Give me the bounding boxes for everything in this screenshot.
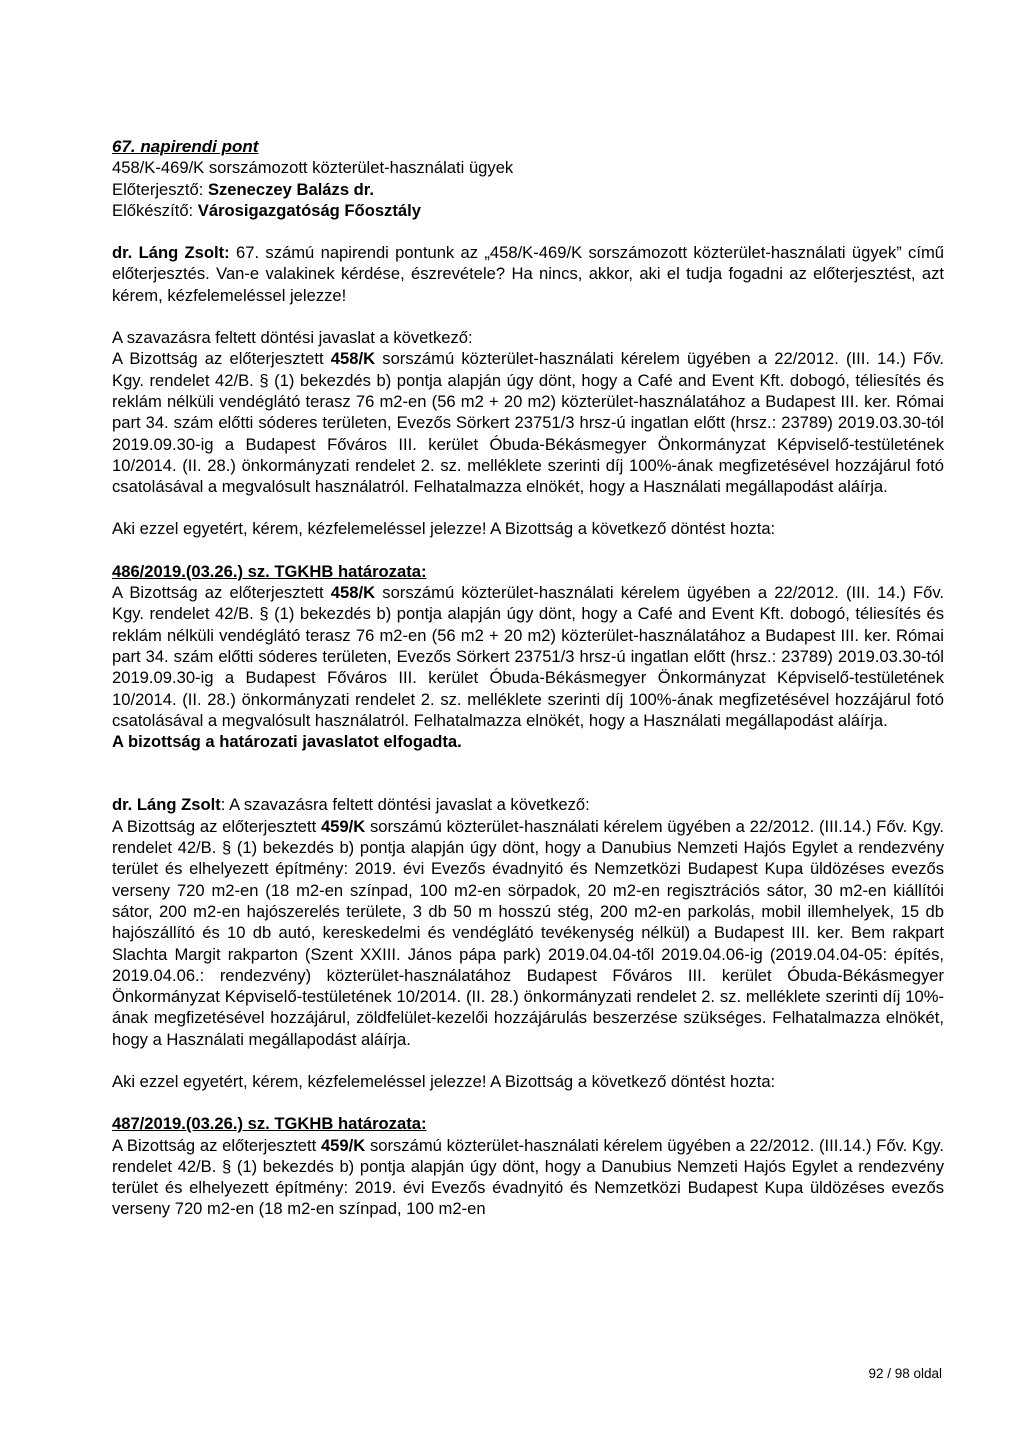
resolution-accepted: A bizottság a határozati javaslatot elfogadta. bbox=[112, 732, 462, 752]
document-page bbox=[112, 136, 944, 1220]
case-number: 458/K bbox=[330, 349, 376, 369]
proposal-text: A Bizottság az előterjesztett 459/K sorszámú közterület-használati kérelem ügyében a 22/2012. (III.14.) Főv. Kgy. rendelet 42/B. § (1) bekezdés b) pontja alapján úgy dönt, hogy a Danubius Nemzeti Hajós Egylet a rendezvény terület és elhelyezett építmény: 2019. évi Evezős évadnyitó és Nemzetközi Budapest Kupa üldözéses evezős verseny 720 m2-en (18 m2-en színpad, 100 m2-en sörpadok, 20 m2-en regisztrációs sátor, 30 m2-en kiállítói sátor, 200 m2-en hajószerelés területe, 3 db 50 m hosszú stég, 200 m2-en parkolás, mobil illemhelyek, 15 db hajószállító és 10 db autó, kereskedelmi és vendéglátó tevékenység nélkül) a Budapest III. ker. Bem rakpart Slachta Margit rakparton (Szent XXIII. János pápa park) 2019.04.04-től 2019.04.06-ig (2019.04.04-05: építés, 2019.04.06.: rendezvény) közterület-használatához Budapest Főváros III. kerület Óbuda-Békásmegyer Önkormányzat Képviselő-testületének 10/2014. (II. 28.) önkormányzati rendelet 2. sz. melléklete szerinti díj 10%-ának megfizetésével hozzájárul, zöldfelület-kezelői hozzájárulás beszerzése szükséges. Felhatalmazza elnökét, hogy a Használati megállapodást aláírja. bbox=[112, 816, 944, 1049]
agenda-title: 67. napirendi pont bbox=[112, 137, 259, 156]
speaker-name: dr. Láng Zsolt: bbox=[112, 243, 230, 263]
case-number: 459/K bbox=[320, 1135, 366, 1155]
proposal-lead: A szavazásra feltett döntési javaslat a következő: bbox=[112, 328, 473, 348]
preparer-name: Városigazgatóság Főosztály bbox=[197, 200, 421, 220]
agenda-subject: 458/K-469/K sorszámozott közterület-használati ügyek bbox=[112, 158, 514, 178]
preparer-line bbox=[112, 200, 944, 221]
vote-call: Aki ezzel egyetért, kérem, kézfelemeléssel jelezze! A Bizottság a következő döntést hozta: bbox=[112, 519, 776, 539]
proposal-lead: dr. Láng Zsolt: A szavazásra feltett döntési javaslat a következő: bbox=[112, 795, 590, 815]
presenter-line bbox=[112, 179, 944, 200]
page-number: 92 / 98 oldal bbox=[868, 1366, 942, 1381]
presenter-label: Előterjesztő: bbox=[112, 179, 204, 199]
resolution-text: A Bizottság az előterjesztett 459/K sorszámú közterület-használati kérelem ügyében a 22/2012. (III.14.) Főv. Kgy. rendelet 42/B. § (1) bekezdés b) pontja alapján úgy dönt, hogy a Danubius Nemzeti Hajós Egylet a rendezvény terület és elhelyezett építmény: 2019. évi Evezős évadnyitó és Nemzetközi Budapest Kupa üldözéses evezős verseny 720 m2-en (18 m2-en színpad, 100 m2-en bbox=[112, 1135, 944, 1219]
preparer-label: Előkészítő: bbox=[112, 200, 194, 220]
case-number: 458/K bbox=[330, 583, 376, 603]
presenter-name: Szeneczey Balázs dr. bbox=[207, 179, 374, 199]
resolution-title: 486/2019.(03.26.) sz. TGKHB határozata: bbox=[112, 561, 427, 581]
case-number: 459/K bbox=[320, 816, 366, 836]
vote-call: Aki ezzel egyetért, kérem, kézfelemeléssel jelezze! A Bizottság a következő döntést hozta: bbox=[112, 1071, 776, 1091]
intro-paragraph bbox=[112, 242, 944, 306]
resolution-text: A Bizottság az előterjesztett 458/K sorszámú közterület-használati kérelem ügyében a 22/2012. (III. 14.) Főv. Kgy. rendelet 42/B. § (1) bekezdés b) pontja alapján úgy dönt, hogy a Café and Event Kft. dobogó, téliesítés és reklám nélküli vendéglátó terasz 76 m2-en (56 m2 + 20 m2) közterület-használatához a Budapest III. ker. Római part 34. szám előtti sóderes területen, Evezős Sörkert 23751/3 hrsz-ú ingatlan előtt (hrsz.: 23789) 2019.03.30-tól 2019.09.30-ig a Budapest Főváros III. kerület Óbuda-Békásmegyer Önkormányzat Képviselő-testületének 10/2014. (II. 28.) önkormányzati rendelet 2. sz. melléklete szerinti díj 100%-ának megfizetésével hozzájárul fotó csatolásával a megvalósult használatról. Felhatalmazza elnökét, hogy a Használati megállapodást aláírja. bbox=[112, 583, 944, 730]
speaker-name: dr. Láng Zsolt bbox=[112, 795, 221, 815]
proposal-text: A Bizottság az előterjesztett 458/K sorszámú közterület-használati kérelem ügyében a 22/2012. (III. 14.) Főv. Kgy. rendelet 42/B. § (1) bekezdés b) pontja alapján úgy dönt, hogy a Café and Event Kft. dobogó, téliesítés és reklám nélküli vendéglátó terasz 76 m2-en (56 m2 + 20 m2) közterület-használatához a Budapest III. ker. Római part 34. szám előtti sóderes területen, Evezős Sörkert 23751/3 hrsz-ú ingatlan előtt (hrsz.: 23789) 2019.03.30-tól 2019.09.30-ig a Budapest Főváros III. kerület Óbuda-Békásmegyer Önkormányzat Képviselő-testületének 10/2014. (II. 28.) önkormányzati rendelet 2. sz. melléklete szerinti díj 100%-ának megfizetésével hozzájárul fotó csatolásával a megvalósult használatról. Felhatalmazza elnökét, hogy a Használati megállapodást aláírja. bbox=[112, 349, 944, 497]
resolution-title: 487/2019.(03.26.) sz. TGKHB határozata: bbox=[112, 1114, 427, 1134]
intro-text: 67. számú napirendi pontunk az „458/K-469/K sorszámozott közterület-használati ügyek” című előterjesztés. Van-e valakinek kérdése, észrevétele? Ha nincs, akkor, aki el tudja fogadni az előterjesztést, azt kérem, kézfelemeléssel jelezze! bbox=[112, 243, 944, 305]
